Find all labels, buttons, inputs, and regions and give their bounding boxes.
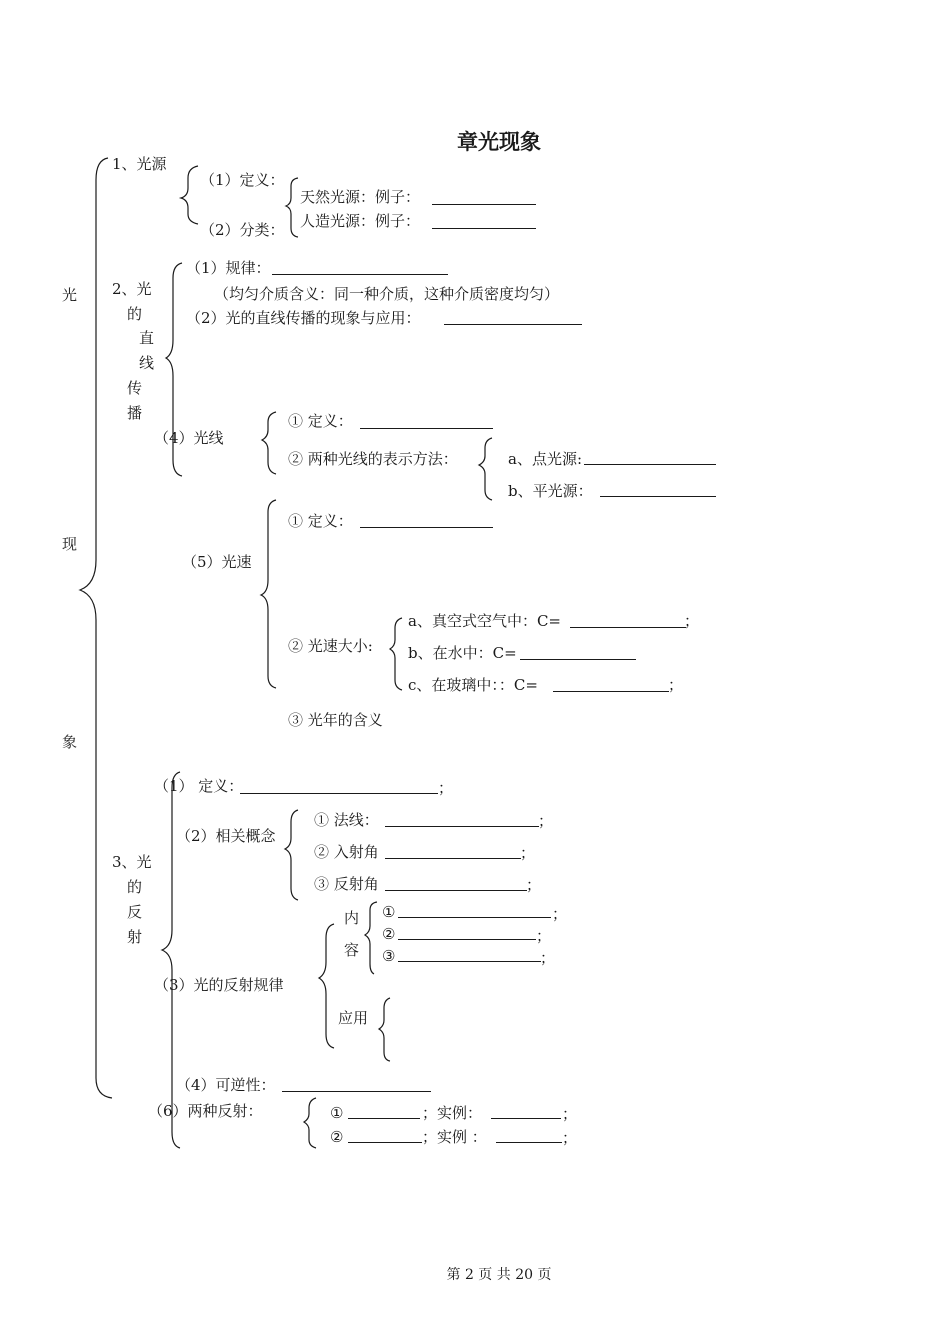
s2-heading-a: 2、光 — [112, 280, 152, 298]
ray-definition-blank — [360, 428, 493, 429]
s1-definition-label: （1）定义： — [200, 171, 285, 189]
glass-speed-semicolon: ； — [668, 676, 684, 694]
law-content-char-a: 内 — [344, 909, 360, 927]
s2-heading-d: 线 — [139, 354, 155, 372]
incidence-angle-label: ② 入射角 — [314, 843, 379, 861]
law-brace — [319, 924, 334, 1048]
reflection-type-1-blank — [348, 1118, 420, 1119]
glass-speed-blank — [553, 691, 669, 692]
ray-methods-label: ② 两种光线的表示方法： — [288, 450, 458, 468]
reflection-type-2-example-blank — [496, 1142, 562, 1143]
reflection-type-2-marker: ② — [330, 1128, 344, 1146]
ray-methods-brace — [479, 438, 492, 500]
root-char-guang: 光 — [62, 286, 78, 304]
reflection-definition-label: （1） 定义： — [154, 777, 244, 795]
reflection-type-2-semicolon: ； — [562, 1129, 578, 1147]
speed-definition-label: ① 定义： — [288, 512, 353, 530]
reflection-type-1-example-blank — [491, 1118, 561, 1119]
speed-size-label: ② 光速大小: — [288, 637, 373, 655]
s2-heading-f: 播 — [127, 404, 143, 422]
law-application-label: 应用 — [338, 1009, 369, 1027]
water-speed-blank — [520, 659, 636, 660]
normal-line-semicolon: ； — [538, 812, 554, 830]
law-content-item-2: ② — [382, 925, 396, 943]
s1-brace — [181, 166, 198, 224]
two-reflections-brace — [304, 1098, 316, 1148]
law-content-blank-1 — [398, 917, 551, 918]
s3-heading-a: 3、光 — [112, 853, 152, 871]
light-speed-label: （5）光速 — [182, 553, 252, 571]
artificial-source-label: 人造光源：例子： — [300, 212, 421, 230]
ray-brace — [262, 412, 276, 474]
reflection-type-2-blank — [348, 1142, 422, 1143]
normal-line-label: ① 法线： — [314, 811, 379, 829]
law-content-char-b: 容 — [344, 941, 360, 959]
content-brace — [365, 902, 377, 974]
artificial-example-blank — [432, 228, 536, 229]
speed-definition-blank — [360, 527, 493, 528]
speed-brace — [261, 500, 276, 688]
root-char-xian: 现 — [62, 535, 78, 553]
natural-source-label: 天然光源：例子： — [300, 188, 421, 206]
speed-size-brace — [390, 618, 402, 690]
s2-heading-c: 直 — [139, 329, 155, 347]
application-brace — [379, 998, 390, 1061]
s2-rule-blank — [272, 274, 448, 275]
s2-rule-label: （1）规律： — [186, 259, 271, 277]
normal-line-blank — [385, 826, 539, 827]
water-speed-label: b、在水中：C= — [408, 644, 517, 662]
law-content-semicolon-1: ； — [552, 905, 568, 923]
vacuum-speed-blank — [570, 627, 686, 628]
reversibility-label: （4）可逆性： — [176, 1076, 276, 1094]
ray-definition-label: ① 定义： — [288, 412, 353, 430]
s2-phenomena-blank — [444, 324, 582, 325]
parallel-source-label: b、平光源： — [508, 482, 593, 500]
s3-heading-c: 反 — [127, 903, 143, 921]
law-content-semicolon-2: ； — [536, 927, 552, 945]
reflection-type-1-example-label: ；实例： — [422, 1104, 483, 1122]
reversibility-blank — [282, 1091, 431, 1092]
reflection-definition-blank — [240, 793, 438, 794]
law-content-item-1: ① — [382, 903, 396, 921]
point-source-label: a、点光源: — [508, 450, 582, 468]
root-char-xiang: 象 — [62, 733, 78, 751]
law-content-blank-3 — [398, 961, 541, 962]
glass-speed-label: c、在玻璃中：：C= — [408, 676, 538, 694]
s3-heading-b: 的 — [127, 878, 143, 896]
reflection-angle-label: ③ 反射角 — [314, 875, 379, 893]
s3-heading-d: 射 — [127, 928, 143, 946]
vacuum-speed-semicolon: ； — [684, 612, 700, 630]
reflection-law-label: （3）光的反射规律 — [154, 976, 284, 994]
s2-phenomena-label: （2）光的直线传播的现象与应用： — [186, 309, 421, 327]
reflection-definition-semicolon: ； — [438, 779, 454, 797]
reflection-type-1-marker: ① — [330, 1104, 344, 1122]
point-source-blank — [584, 464, 716, 465]
root-brace — [80, 158, 112, 1098]
reflection-type-2-example-label: ；实例 ： — [422, 1128, 487, 1146]
page-footer: 第 2 页 共 20 页 — [446, 1267, 552, 1283]
reflection-angle-semicolon: ； — [526, 876, 542, 894]
light-ray-label: （4）光线 — [154, 429, 224, 447]
s1-classification-label: （2）分类： — [200, 221, 285, 239]
law-content-item-3: ③ — [382, 947, 396, 965]
uniform-medium-note: （均匀介质含义：同一种介质，这种介质密度均匀） — [214, 285, 560, 303]
parallel-source-blank — [600, 496, 716, 497]
page-title: 章光现象 — [457, 130, 541, 154]
vacuum-speed-label: a、真空式空气中：C= — [408, 612, 561, 630]
s2-heading-e: 传 — [127, 379, 143, 397]
concepts-brace — [285, 810, 298, 900]
law-content-blank-2 — [398, 939, 536, 940]
incidence-angle-blank — [385, 858, 521, 859]
incidence-angle-semicolon: ； — [520, 844, 536, 862]
reflection-angle-blank — [385, 890, 527, 891]
s1-class-brace — [286, 178, 298, 237]
s1-heading: 1、光源 — [112, 155, 167, 173]
related-concepts-label: （2）相关概念 — [176, 827, 276, 845]
law-content-semicolon-3: ； — [540, 949, 556, 967]
reflection-type-1-semicolon: ； — [562, 1105, 578, 1123]
s2-heading-b: 的 — [127, 305, 143, 323]
two-reflections-label: （6）两种反射： — [148, 1102, 263, 1120]
natural-example-blank — [432, 204, 536, 205]
light-year-label: ③ 光年的含义 — [288, 711, 383, 729]
